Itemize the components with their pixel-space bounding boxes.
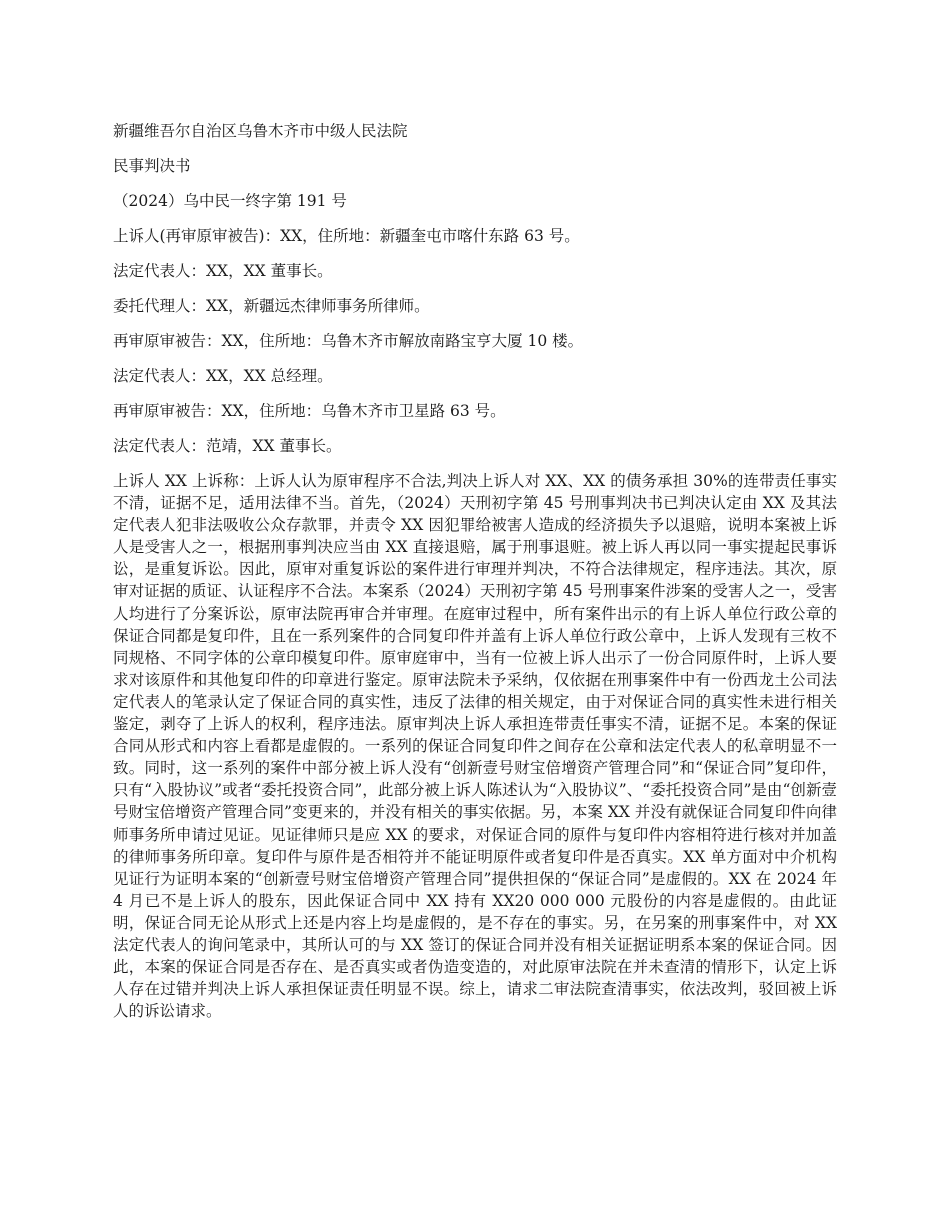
party-appellant: 上诉人(再审原审被告)：XX，住所地：新疆奎屯市喀什东路 63 号。	[113, 227, 580, 245]
document-type: 民事判决书	[113, 157, 191, 175]
party-appellant-agent: 委托代理人：XX，新疆远杰律师事务所律师。	[113, 297, 430, 315]
judgment-document	[113, 120, 837, 1022]
court-name: 新疆维吾尔自治区乌鲁木齐市中级人民法院	[113, 122, 408, 140]
case-number: （2024）乌中民一终字第 191 号	[113, 192, 347, 210]
party-appellant-legal-rep: 法定代表人：XX，XX 董事长。	[113, 262, 333, 280]
appeal-statement-paragraph: 上诉人 XX 上诉称：上诉人认为原审程序不合法,判决上诉人对 XX、XX 的债务承担 30%的连带责任事实不清，证据不足，适用法律不当。首先，（2024）天刑初字第 45 号刑事判决书已判决认定由 XX 及其法定代表人犯非法吸收公众存款罪，并责令 XX 因犯罪给被害人造成的经济损失予以退赔，说明本案被上诉人是受害人之一，根据刑事判决应当由 XX 直接退赔，属于刑事退赃。被上诉人再以同一事实提起民事诉讼，是重复诉讼。因此，原审对重复诉讼的案件进行审理并判决，不符合法律规定，程序违法。其次，原审对证据的质证、认证程序不合法。本案系（2024）天刑初字第 45 号刑事案件涉案的受害人之一，受害人均进行了分案诉讼，原审法院再审合并审理。在庭审过程中，所有案件出示的有上诉人单位行政公章的保证合同都是复印件，且在一系列案件的合同复印件并盖有上诉人单位行政公章中，上诉人发现有三枚不同规格、不同字体的公章印模复印件。原审庭审中，当有一位被上诉人出示了一份合同原件时，上诉人要求对该原件和其他复印件的印章进行鉴定。原审法院未予采纳，仅依据在刑事案件中有一份西龙土公司法定代表人的笔录认定了保证合同的真实性，违反了法律的相关规定，由于对保证合同的真实性未进行相关鉴定，剥夺了上诉人的权利，程序违法。原审判决上诉人承担连带责任事实不清，证据不足。本案的保证合同从形式和内容上看都是虚假的。一系列的保证合同复印件之间存在公章和法定代表人的私章明显不一致。同时，这一系列的案件中部分被上诉人没有“创新壹号财宝倍增资产管理合同”和“保证合同”复印件，只有“入股协议”或者“委托投资合同”，此部分被上诉人陈述认为“入股协议”、“委托投资合同”是由“创新壹号财宝倍增资产管理合同”变更来的，并没有相关的事实依据。另，本案 XX 并没有就保证合同复印件向律师事务所申请过见证。见证律师只是应 XX 的要求，对保证合同的原件与复印件内容相符进行核对并加盖的律师事务所印章。复印件与原件是否相符并不能证明原件或者复印件是否真实。XX 单方面对中介机构见证行为证明本案的“创新壹号财宝倍增资产管理合同”提供担保的“保证合同”是虚假的。XX 在 2024 年 4 月已不是上诉人的股东，因此保证合同中 XX 持有 XX20 000 000 元股份的内容是虚假的。由此证明，保证合同无论从形式上还是内容上均是虚假的，是不存在的事实。另，在另案的刑事案件中，对 XX 法定代表人的询问笔录中，其所认可的与 XX 签订的保证合同并没有相关证据证明系本案的保证合同。因此，本案的保证合同是否存在、是否真实或者伪造变造的，对此原审法院在并未查清的情形下，认定上诉人存在过错并判决上诉人承担保证责任明显不误。综上，请求二审法院查清事实，依法改判，驳回被上诉人的诉讼请求。	[113, 472, 837, 1021]
party-respondent-2-legal-rep: 法定代表人：范靖，XX 董事长。	[113, 437, 342, 455]
party-respondent-2: 再审原审被告：XX，住所地：乌鲁木齐市卫星路 63 号。	[113, 402, 506, 420]
party-respondent-1-legal-rep: 法定代表人：XX，XX 总经理。	[113, 367, 333, 385]
party-respondent-1: 再审原审被告：XX，住所地：乌鲁木齐市解放南路宝亨大厦 10 楼。	[113, 332, 584, 350]
